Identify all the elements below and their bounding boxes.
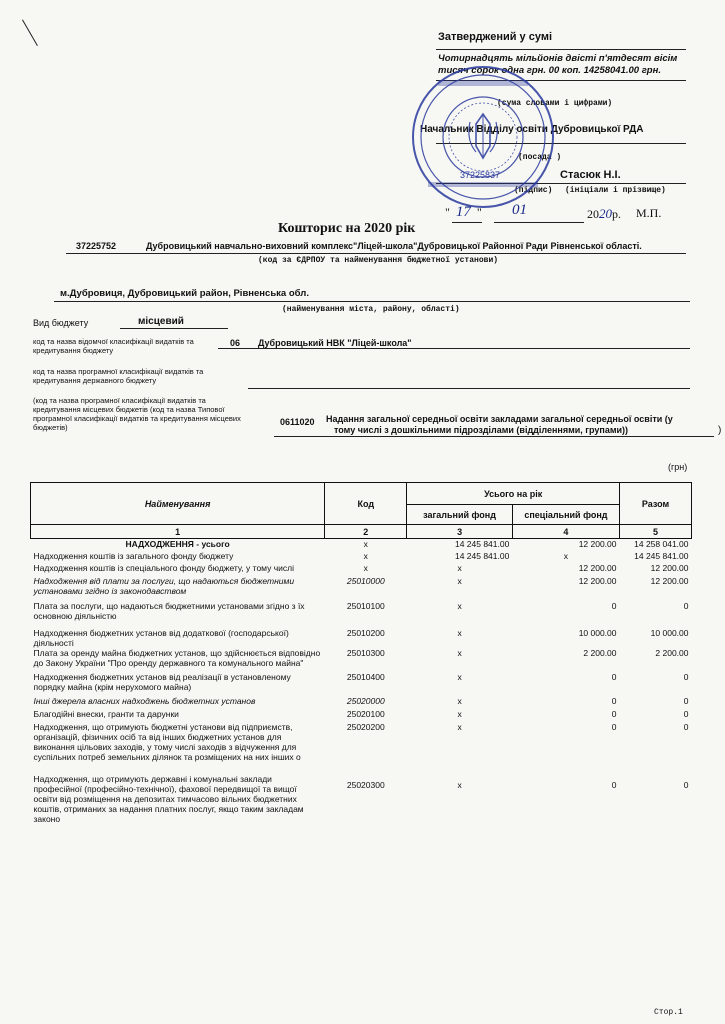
row-code: 25010100 xyxy=(346,600,385,611)
institution-name: Дубровицький навчально-виховний комплекс"Ліцей-школа"Дубровицької Районної Ради Рівненської області. xyxy=(146,241,642,251)
page-number: Стор.1 xyxy=(654,1008,683,1017)
row-general: х xyxy=(457,695,462,706)
date-day: 17 xyxy=(455,204,471,220)
income-table xyxy=(30,482,692,824)
row-special: 2 200.00 xyxy=(583,647,617,658)
table-row xyxy=(31,601,692,628)
approval-name-caption: (ініціали і прізвище) xyxy=(565,186,666,195)
header-special-fund: спеціальний фонд xyxy=(512,505,619,525)
row-total: 0 xyxy=(683,671,689,682)
page-title: Кошторис на 2020 рік xyxy=(278,221,416,236)
local-class-code: 0611020 xyxy=(280,417,315,427)
approval-amount-words: Чотирнадцять мільйонів двісті п'ятдесят вісім тисяч сорок одна грн. 00 коп. 14258041.00 грн. xyxy=(438,53,678,76)
row-name: Надходження, що отримують державні і комунальні заклади професійної (професійно-технічної), фахової передвищої та вищої освіти від розміщення на депозитах тимчасово вільних бюджетних коштів, отриманих за надання платних послуг, якщо таким закладам законо xyxy=(33,773,304,824)
row-special: 12 200.00 xyxy=(578,575,617,586)
table-row xyxy=(31,551,692,563)
row-general: х xyxy=(457,779,462,790)
approval-organization: Начальник Відділу освіти Дубровицької РДА xyxy=(420,124,644,135)
row-code: 25020000 xyxy=(346,695,385,706)
row-code: 25010300 xyxy=(346,647,385,658)
row-general: 14 245 841.00 xyxy=(454,550,510,561)
currency-label: (грн) xyxy=(668,462,688,472)
dept-class-label: код та назва відомчої класифікації видатків та кредитування бюджету xyxy=(33,337,194,355)
row-total: 0 xyxy=(683,721,689,732)
dept-class-code: 06 xyxy=(230,338,241,348)
row-code: 25020200 xyxy=(346,721,385,732)
row-special: 0 xyxy=(611,600,617,611)
table-row xyxy=(31,774,692,824)
row-general: х xyxy=(457,600,462,611)
local-class-close: ) xyxy=(718,425,722,436)
approval-signature-caption: (підпис) xyxy=(514,186,553,195)
approval-amount-digits: 14258041.00 грн. xyxy=(583,65,661,76)
approval-title: Затверджений у сумі xyxy=(438,31,553,43)
approval-date: " 17 " xyxy=(445,204,482,220)
approval-position-caption: (посада ) xyxy=(518,153,562,162)
institution-code: 37225752 xyxy=(76,241,117,251)
row-name: Надходження від плати за послуги, що надаються бюджетними установами згідно із законодавством xyxy=(33,575,295,596)
budget-type-value: місцевий xyxy=(138,316,184,327)
row-general: х xyxy=(457,721,462,732)
row-special: 10 000.00 xyxy=(578,627,617,638)
header-col-5: 5 xyxy=(620,525,692,539)
row-general: 14 245 841.00 xyxy=(454,539,510,549)
row-total: 0 xyxy=(683,779,689,790)
row-total: 0 xyxy=(683,600,689,611)
stamp-number: 37225837 xyxy=(460,170,501,180)
header-sum: Разом xyxy=(620,483,692,525)
row-general: х xyxy=(457,708,462,719)
table-row xyxy=(31,628,692,648)
row-total: 12 200.00 xyxy=(650,562,689,573)
row-code: 25010200 xyxy=(346,627,385,638)
row-total: 0 xyxy=(683,695,689,706)
header-col-1: 1 xyxy=(31,525,325,539)
row-special: 0 xyxy=(611,695,617,706)
row-total: 14 258 041.00 xyxy=(634,539,689,549)
row-code: х xyxy=(363,550,368,561)
date-year: 2020р. xyxy=(587,206,621,221)
row-name: НАДХОДЖЕННЯ - усього xyxy=(125,539,230,549)
row-special: 12 200.00 xyxy=(578,539,617,549)
row-total: 10 000.00 xyxy=(650,627,689,638)
row-name: Благодійні внески, гранти та дарунки xyxy=(33,708,179,719)
row-general: х xyxy=(457,562,462,573)
header-general-fund: загальний фонд xyxy=(407,505,513,525)
header-col-4: 4 xyxy=(512,525,619,539)
row-name: Надходження коштів із спеціального фонду бюджету, у тому числі xyxy=(33,562,294,573)
row-code: х xyxy=(363,562,368,573)
row-name: Надходження бюджетних установ від реалізації в установленому порядку майна (крім нерухомого майна) xyxy=(33,671,291,692)
table-row xyxy=(31,709,692,722)
local-class-label: (код та назва програмної класифікації видатків та кредитування місцевих бюджетів (код та назва Типової програмної класифікації видатків та кредитування місцевих бюджетів) xyxy=(33,396,241,432)
row-code: 25010000 xyxy=(346,575,385,586)
row-general: х xyxy=(457,575,462,586)
row-general: х xyxy=(457,627,462,638)
row-code: 25020100 xyxy=(346,708,385,719)
locality-name: м.Дубровиця, Дубровицький район, Рівненська обл. xyxy=(60,288,309,299)
table-row xyxy=(31,672,692,696)
row-name: Надходження бюджетних установ від додаткової (господарської) діяльності xyxy=(33,627,289,648)
row-code: 25020300 xyxy=(346,779,385,790)
table-row xyxy=(31,722,692,774)
official-stamp-icon xyxy=(408,62,558,212)
row-special: 0 xyxy=(611,708,617,719)
row-name: Плата за послуги, що надаються бюджетними установами згідно з їх основною діяльністю xyxy=(33,600,305,621)
row-special: 0 xyxy=(611,671,617,682)
institution-caption: (код за ЄДРПОУ та найменування бюджетної установи) xyxy=(258,256,499,265)
header-name: Найменування xyxy=(31,483,325,525)
header-col-3: 3 xyxy=(407,525,513,539)
dept-class-value: Дубровицький НВК "Ліцей-школа" xyxy=(258,338,412,348)
locality-caption: (найменування міста, району, області) xyxy=(282,305,460,314)
budget-type-label: Вид бюджету xyxy=(33,318,89,328)
row-special: х xyxy=(563,550,569,561)
row-code: х xyxy=(363,539,368,549)
table-row xyxy=(31,539,692,551)
approval-amount-caption: (сума словами і цифрами) xyxy=(497,99,613,108)
table-row xyxy=(31,648,692,672)
row-general: х xyxy=(457,671,462,682)
row-code: 25010400 xyxy=(346,671,385,682)
row-special: 0 xyxy=(611,779,617,790)
approval-signer: Стасюк Н.І. xyxy=(560,169,621,181)
row-total: 12 200.00 xyxy=(650,575,689,586)
row-name: Інші джерела власних надходжень бюджетних установ xyxy=(33,695,256,706)
header-total-year: Усього на рік xyxy=(407,483,620,505)
row-name: Надходження коштів із загального фонду бюджету xyxy=(33,550,234,561)
seal-label: М.П. xyxy=(636,206,662,220)
row-special: 12 200.00 xyxy=(578,562,617,573)
row-name: Плата за оренду майна бюджетних установ, що здійснюється відповідно до Закону України "Про оренду державного та комунального майна" xyxy=(33,647,321,668)
row-name: Надходження, що отримують бюджетні установи від підприємств, організацій, фізичних осіб та від інших бюджетних установ для виконання цільових заходів, у тому числі заходів з відчуження для суспільних потреб земельних ділянок та розміщених на них інших о xyxy=(33,721,301,762)
date-year-hand: 20 xyxy=(599,206,612,221)
program-class-label: код та назва програмної класифікації видатків та кредитування державного бюджету xyxy=(33,367,204,385)
row-total: 0 xyxy=(683,708,689,719)
header-code: Код xyxy=(325,483,407,525)
date-month: 01 xyxy=(512,202,527,218)
row-total: 14 245 841.00 xyxy=(634,550,689,561)
header-col-2: 2 xyxy=(325,525,407,539)
row-special: 0 xyxy=(611,721,617,732)
local-class-value: Надання загальної середньої освіти закладами загальної середньої освіти (у тому числі з дошкільними підрозділами (відділеннями, групами)) xyxy=(326,414,673,435)
table-row xyxy=(31,563,692,576)
scan-mark xyxy=(22,19,39,46)
row-total: 2 200.00 xyxy=(655,647,689,658)
table-row xyxy=(31,576,692,601)
row-general: х xyxy=(457,647,462,658)
table-row xyxy=(31,696,692,709)
